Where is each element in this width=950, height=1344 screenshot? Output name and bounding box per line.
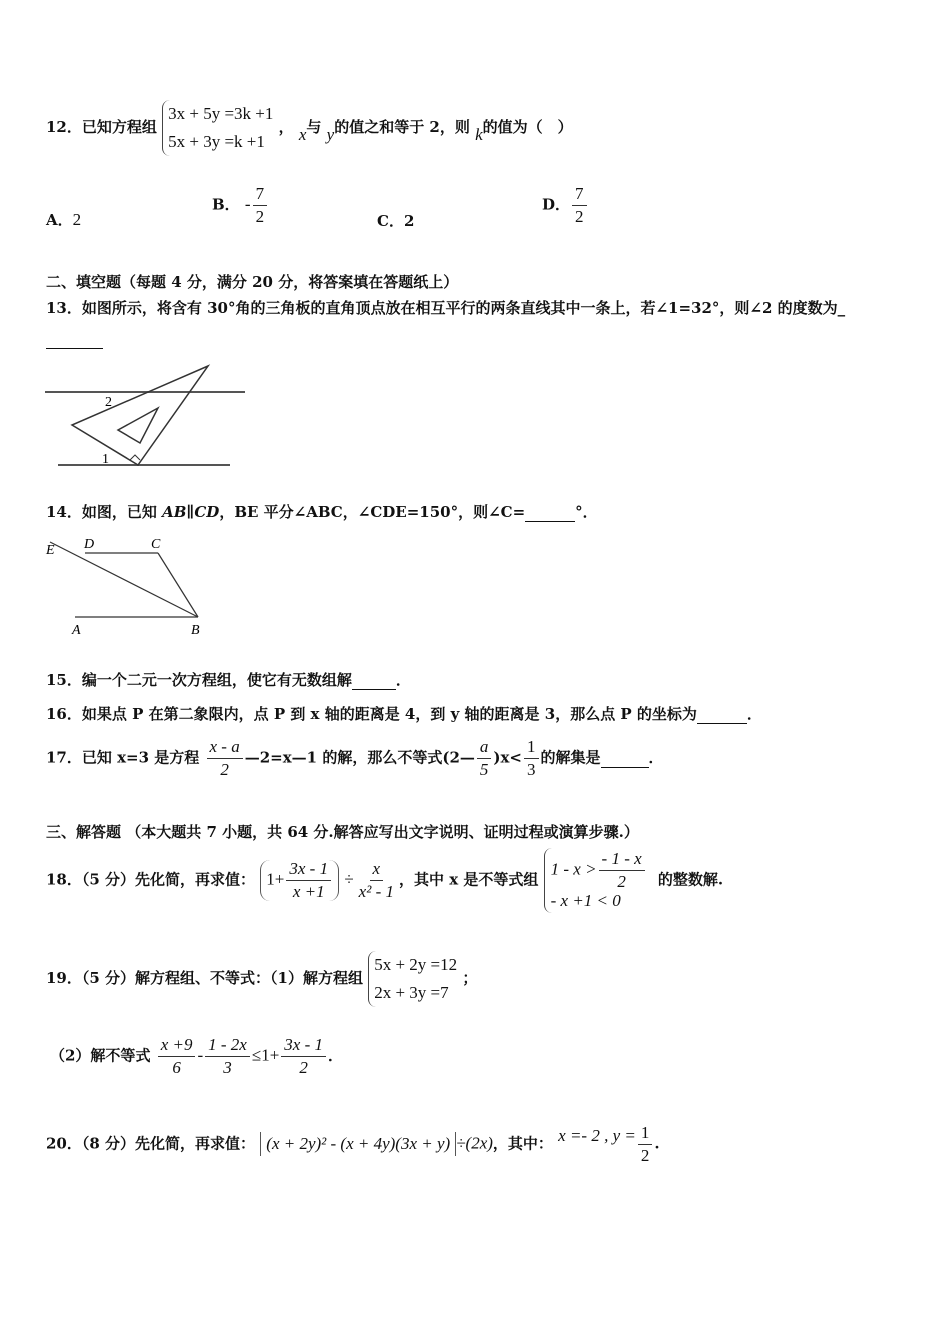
q19-end: ． <box>328 1046 344 1065</box>
q18-inequality-system <box>544 848 653 913</box>
question-13: 13．如图所示，将含有 30°角的三角板的直角顶点放在相互平行的两条直线其中一条上，若∠1=32°，则∠2 的度数为_ <box>46 299 846 317</box>
q19-frac-a-num: x +9 <box>158 1036 196 1057</box>
triangle-ruler <box>72 366 208 465</box>
point-e-label: E <box>46 543 55 558</box>
question-14 <box>46 501 598 522</box>
section-2-heading: 二、填空题（每题 4 分，满分 20 分，将答案填在答题纸上） <box>46 273 459 291</box>
option-label: B． <box>212 195 240 214</box>
question-17 <box>46 738 664 779</box>
question-15 <box>46 669 411 690</box>
q18-ineq1-num: - 1 - x <box>599 850 645 871</box>
q19-minus: - <box>197 1045 204 1065</box>
q12-prompt: 12．已知方程组 <box>46 118 157 136</box>
q17-frac3-den: 3 <box>527 760 536 779</box>
option-value: 2 <box>403 212 415 230</box>
q17-mid: —2=x—1 的解，那么不等式(2— <box>244 748 475 767</box>
q12-eq1: 3x + 5y =3k +1 <box>168 104 274 123</box>
question-16 <box>46 703 762 724</box>
q20-end: . <box>654 1134 660 1153</box>
q19-part2-label: （2）解不等式 <box>50 1046 151 1065</box>
q18-one-plus: 1+ <box>266 869 285 889</box>
q18-div: ÷ <box>344 869 354 889</box>
q17-frac1-num: x - a <box>207 738 243 759</box>
q18-frac2-den: x² - 1 <box>358 882 394 901</box>
question-19 <box>46 951 477 1007</box>
option-label: C． <box>377 212 404 230</box>
q20-mid: ，其中： <box>492 1134 553 1153</box>
question-18 <box>46 848 723 913</box>
q17-frac2-num: a <box>477 738 492 759</box>
q19-le: ≤1+ <box>251 1045 280 1065</box>
option-denominator: 2 <box>255 207 265 226</box>
q14-mid: ，BE 平分∠ABC，∠CDE=150°，则∠C= <box>219 503 526 521</box>
q18-frac-den: x +1 <box>292 882 325 901</box>
q20-div: ÷(2x) <box>456 1133 493 1153</box>
q12-var-x: x <box>298 125 307 144</box>
point-a-label: A <box>72 623 81 638</box>
q16-text: 16．如果点 P 在第二象限内，点 P 到 x 轴的距离是 4，到 y 轴的距离是 3，那么点 P 的坐标为 <box>46 705 697 723</box>
option-denominator: 2 <box>575 207 584 226</box>
q12-equation-system <box>162 100 273 156</box>
q17-end: ． <box>648 748 664 767</box>
q12-option-d[interactable] <box>542 185 589 226</box>
q18-ineq2: - x +1 < 0 <box>550 891 621 910</box>
q17-answer-blank[interactable] <box>601 749 649 768</box>
q12-option-a[interactable] <box>46 190 81 250</box>
q12-text1: 的值之和等于 2，则 <box>334 118 470 136</box>
point-d-label: D <box>84 537 95 552</box>
angle-1-label: 1 <box>102 452 109 467</box>
q17-frac1-den: 2 <box>220 760 229 779</box>
q17-frac2-den: 5 <box>479 760 489 779</box>
point-c-label: C <box>151 537 161 552</box>
q12-with: 与 <box>306 118 322 136</box>
q19-equation-system <box>368 951 457 1007</box>
q13-answer-blank[interactable] <box>46 348 103 349</box>
q15-answer-blank[interactable] <box>352 671 396 690</box>
question-19-part-2 <box>50 1036 343 1077</box>
q19-eq2: 2x + 3y =7 <box>374 983 449 1002</box>
q19-frac-c-den: 2 <box>299 1058 308 1077</box>
q17-pre: 17．已知 x=3 是方程 <box>46 748 200 767</box>
q14-parallel: AB∥CD <box>162 503 220 521</box>
q16-post: ． <box>746 705 762 723</box>
q18-ineq1-left: 1 - x > <box>550 859 597 879</box>
q14-pre: 14．如图，已知 <box>46 503 163 521</box>
q19-pre: 19．（5 分）解方程组、不等式：（1）解方程组 <box>46 969 363 987</box>
q14-post: °． <box>575 503 598 521</box>
section-3-heading: 三、解答题 （本大题共 7 小题，共 64 分.解答应写出文字说明、证明过程或演算步骤.） <box>46 823 639 841</box>
option-numerator: 7 <box>572 185 587 206</box>
q20-y-num: 1 <box>638 1124 653 1145</box>
question-20 <box>46 1124 660 1165</box>
q20-y-den: 2 <box>640 1146 650 1165</box>
q12-option-b[interactable] <box>212 185 269 226</box>
point-b-label: B <box>191 623 200 638</box>
q18-pre: 18．（5 分）先化简，再求值： <box>46 870 256 889</box>
q19-eq1: 5x + 2y =12 <box>374 955 458 974</box>
q12-text2: 的值为（ ） <box>482 118 573 136</box>
q19-semicolon: ； <box>462 969 478 987</box>
q18-frac-num: 3x - 1 <box>286 860 331 881</box>
q18-frac2-num: x <box>370 860 384 881</box>
q15-post: ． <box>395 671 411 689</box>
q19-frac-b-den: 3 <box>223 1058 232 1077</box>
q17-post: 的解集是 <box>540 748 601 767</box>
q17-frac3-num: 1 <box>524 738 539 759</box>
q12-option-c[interactable] <box>377 210 414 231</box>
q12-var-k: k <box>475 125 483 144</box>
q17-mid2: )x< <box>493 748 522 767</box>
option-sign: - <box>244 194 251 214</box>
q14-answer-blank[interactable] <box>525 503 575 522</box>
question-12 <box>46 100 573 156</box>
right-angle-mark <box>130 455 140 460</box>
option-numerator: 7 <box>253 185 268 206</box>
q19-frac-b-num: 1 - 2x <box>205 1036 250 1057</box>
q12-var-y: y <box>326 125 335 144</box>
q15-text: 15．编一个二元一次方程组，使它有无数组解 <box>46 671 352 689</box>
q20-pre: 20．（8 分）先化简，再求值： <box>46 1134 256 1153</box>
q20-condition: x =- 2 , y = <box>558 1125 636 1145</box>
q18-post: 的整数解. <box>657 870 724 889</box>
triangle-ruler-hole <box>118 408 158 443</box>
q19-frac-a-den: 6 <box>172 1058 181 1077</box>
q12-eq2: 5x + 3y =k +1 <box>168 132 265 151</box>
q13-figure <box>40 360 260 475</box>
option-value: 2 <box>72 210 82 229</box>
option-label: D． <box>542 195 571 214</box>
q16-answer-blank[interactable] <box>697 705 747 724</box>
q18-mid: ，其中 x 是不等式组 <box>398 870 539 889</box>
q20-expression: (x + 2y)² - (x + 4y)(3x + y) <box>260 1132 456 1156</box>
q12-comma: ， <box>278 118 294 136</box>
q19-frac-c-num: 3x - 1 <box>281 1036 326 1057</box>
option-label: A． <box>46 211 73 229</box>
q14-figure <box>40 530 210 640</box>
q18-ineq1-den: 2 <box>617 872 626 891</box>
angle-2-label: 2 <box>105 395 112 410</box>
